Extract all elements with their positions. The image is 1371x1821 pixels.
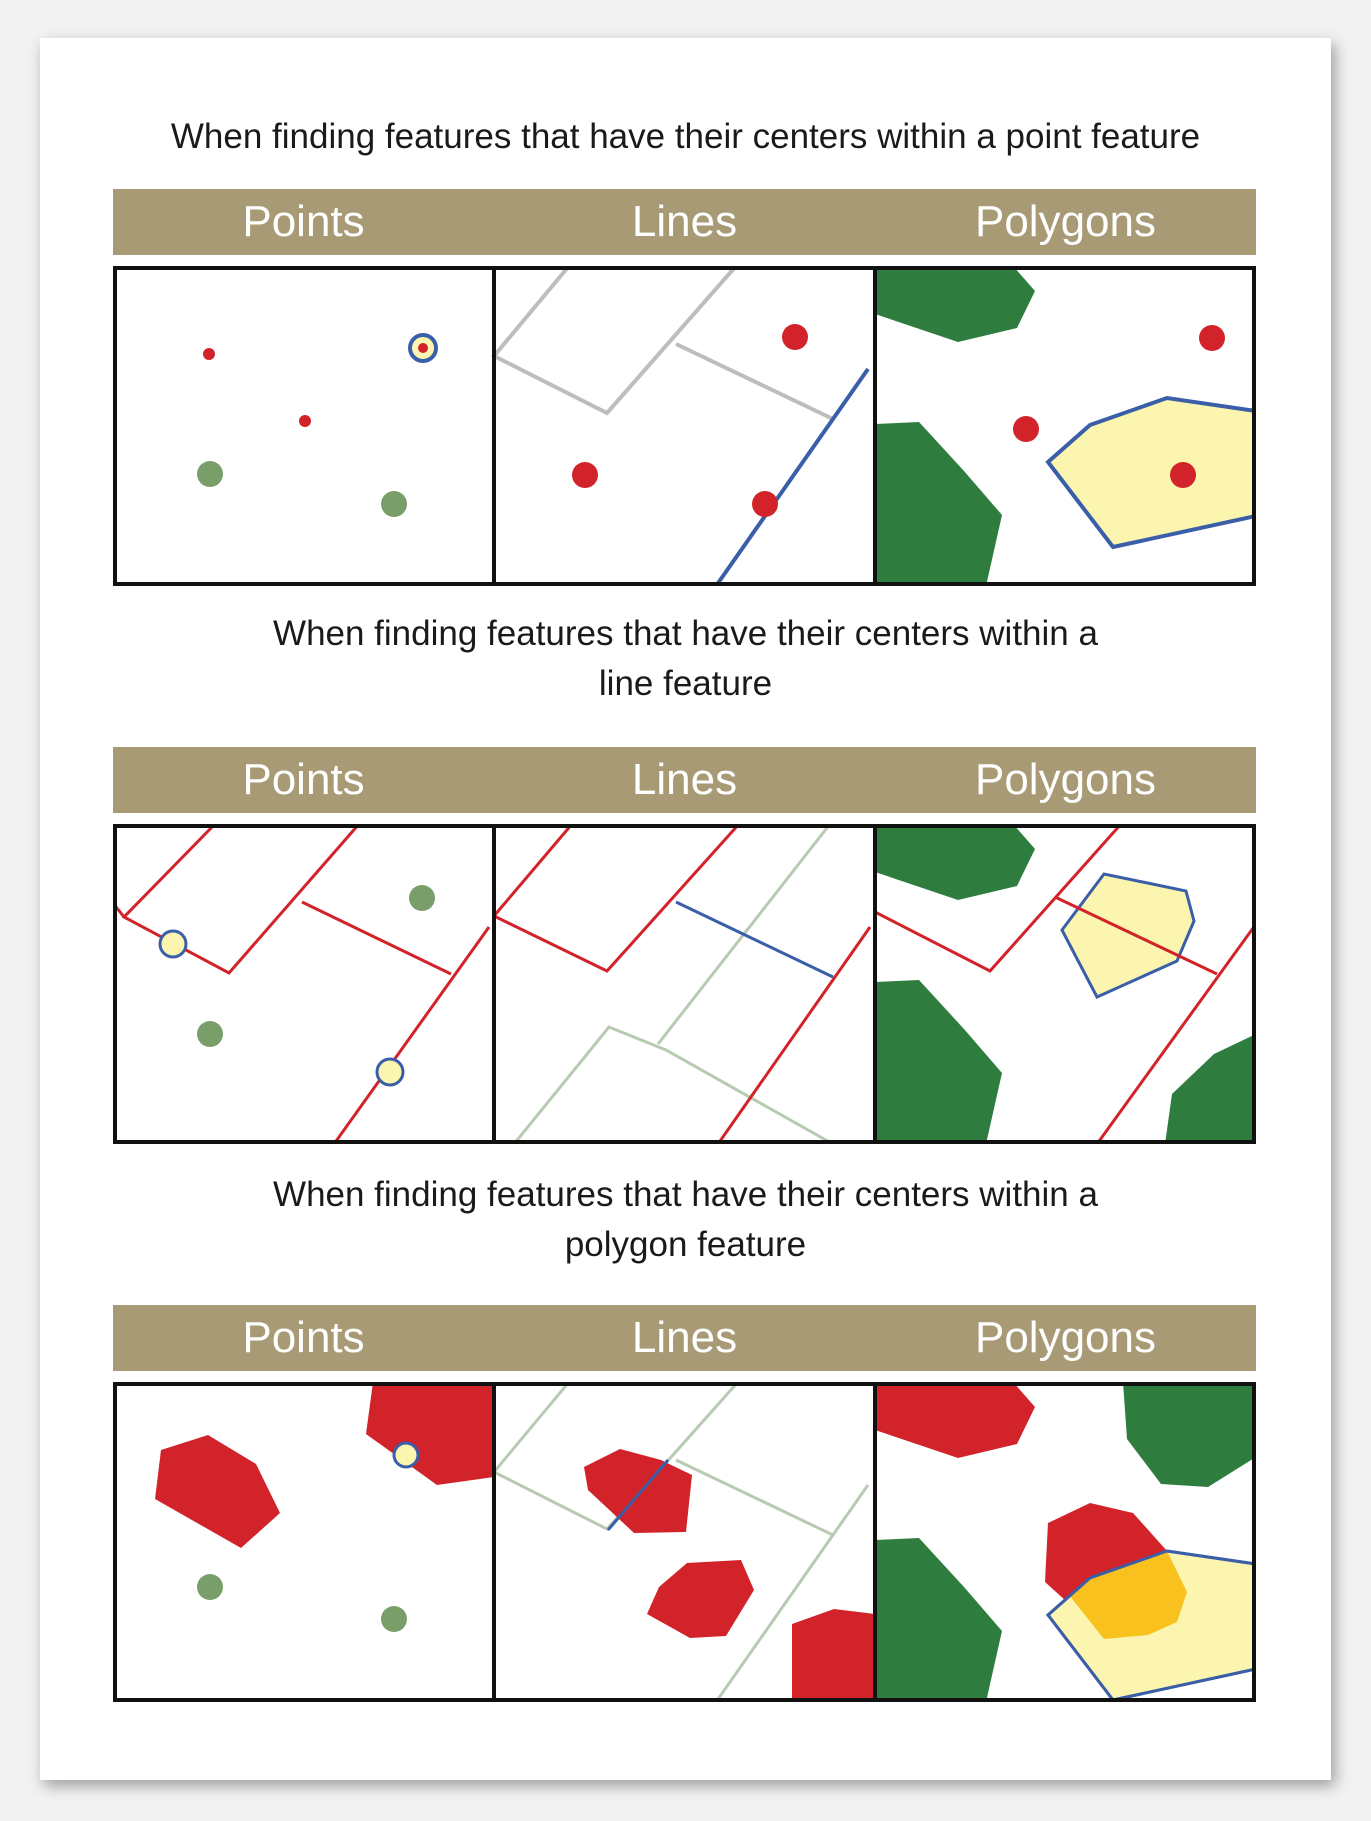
candidate-point bbox=[197, 461, 223, 487]
line-feature bbox=[676, 1460, 833, 1535]
panel-points bbox=[197, 335, 436, 517]
line-feature bbox=[124, 824, 359, 973]
line-feature bbox=[334, 927, 489, 1144]
polygon-feature bbox=[366, 1382, 494, 1485]
column-header-points: Points bbox=[242, 197, 365, 246]
candidate-point bbox=[197, 1574, 223, 1600]
polygon-feature bbox=[875, 980, 1002, 1144]
candidate-point bbox=[381, 491, 407, 517]
selected-point-ring bbox=[160, 931, 186, 957]
panel-points bbox=[155, 1382, 494, 1632]
point-feature bbox=[299, 415, 311, 427]
column-header-points: Points bbox=[242, 1313, 365, 1362]
selected-line bbox=[676, 902, 833, 977]
point-feature bbox=[418, 343, 428, 353]
selected-point-ring bbox=[377, 1059, 403, 1085]
section-title-line2: line feature bbox=[598, 664, 773, 703]
candidate-point bbox=[409, 885, 435, 911]
polygon-feature bbox=[792, 1609, 875, 1702]
line-feature bbox=[494, 266, 736, 413]
panel-points bbox=[113, 824, 489, 1144]
polygon-feature bbox=[875, 1538, 1002, 1702]
panel-lines bbox=[494, 266, 868, 586]
polygon-feature bbox=[1165, 1034, 1256, 1144]
polygon-feature bbox=[875, 1382, 1035, 1458]
point-feature bbox=[203, 348, 215, 360]
point-feature bbox=[1170, 462, 1196, 488]
selected-polygon bbox=[1048, 398, 1256, 547]
point-feature bbox=[572, 462, 598, 488]
point-feature bbox=[1199, 325, 1225, 351]
panel-row bbox=[113, 1382, 1256, 1702]
section-title-line2: polygon feature bbox=[564, 1225, 807, 1264]
point-feature bbox=[782, 324, 808, 350]
column-header-lines: Lines bbox=[631, 755, 738, 804]
polygon-feature bbox=[155, 1435, 280, 1548]
column-header-polygons: Polygons bbox=[974, 1313, 1156, 1362]
candidate-point bbox=[381, 1606, 407, 1632]
panel-lines bbox=[494, 1382, 875, 1702]
column-header-polygons: Polygons bbox=[974, 197, 1156, 246]
polygon-feature bbox=[875, 266, 1035, 342]
panel-row bbox=[113, 824, 1256, 1144]
column-header-polygons: Polygons bbox=[974, 755, 1156, 804]
line-feature bbox=[514, 1027, 833, 1144]
line-feature bbox=[302, 902, 451, 974]
panel-polygons bbox=[875, 1382, 1256, 1702]
polygon-feature bbox=[647, 1560, 754, 1638]
panel-lines bbox=[494, 824, 870, 1144]
column-header-bar bbox=[113, 747, 1256, 813]
section-title bbox=[40, 112, 1331, 162]
line-feature bbox=[676, 344, 833, 419]
polygon-feature bbox=[1123, 1382, 1256, 1487]
polygon-feature bbox=[584, 1449, 692, 1533]
panel-polygons bbox=[875, 266, 1256, 586]
column-header-bar bbox=[113, 189, 1256, 255]
column-header-lines: Lines bbox=[631, 197, 738, 246]
candidate-point bbox=[197, 1021, 223, 1047]
panel-row bbox=[113, 266, 1256, 586]
figure-card bbox=[40, 38, 1331, 1780]
line-feature bbox=[494, 824, 739, 971]
section-title-line1: When finding features that have their centers within a bbox=[273, 614, 1098, 653]
polygon-feature bbox=[875, 422, 1002, 586]
selected-polygon bbox=[1062, 874, 1194, 997]
selected-point-ring bbox=[394, 1443, 418, 1467]
polygon-feature bbox=[875, 824, 1035, 900]
panel-polygons bbox=[875, 824, 1256, 1144]
column-header-lines: Lines bbox=[631, 1313, 738, 1362]
section-title-line1: When finding features that have their centers within a point feature bbox=[170, 117, 1201, 156]
column-header-bar bbox=[113, 1305, 1256, 1371]
point-feature bbox=[1013, 416, 1039, 442]
column-header-points: Points bbox=[242, 755, 365, 804]
section-title-line1: When finding features that have their centers within a bbox=[273, 1175, 1098, 1214]
section-title bbox=[40, 609, 1331, 709]
section-title bbox=[40, 1170, 1331, 1270]
point-feature bbox=[752, 491, 778, 517]
